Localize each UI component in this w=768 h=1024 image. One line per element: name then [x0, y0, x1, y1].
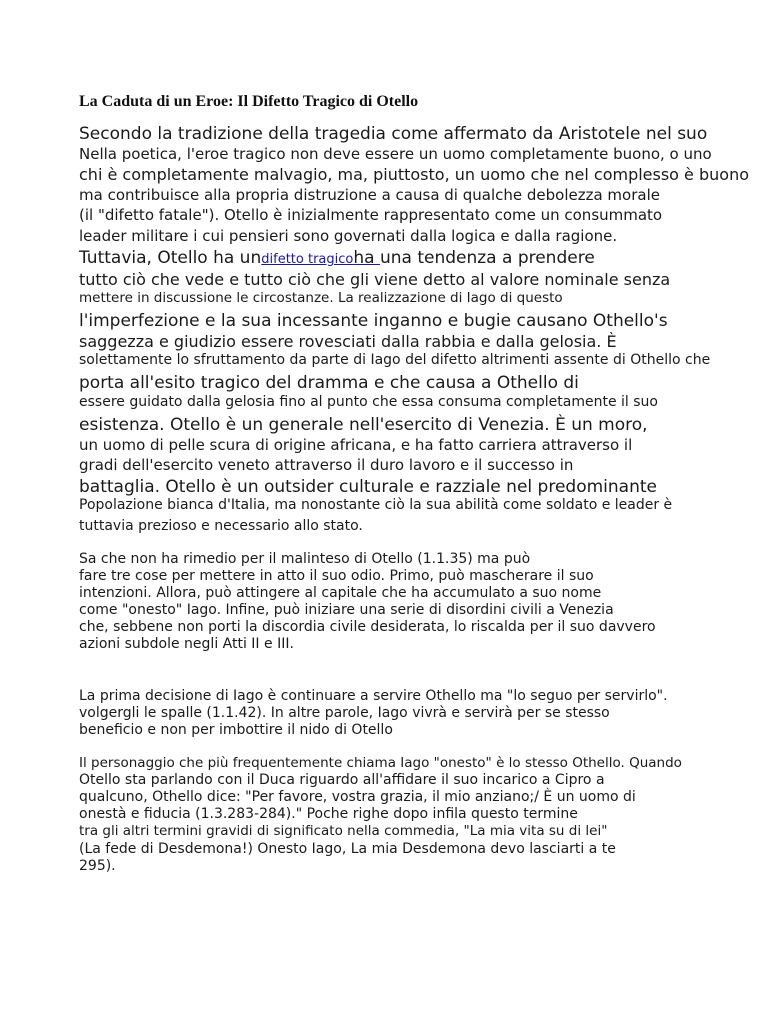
- text-line: esistenza. Otello è un generale nell'esercito di Venezia. È un moro,: [79, 415, 648, 435]
- text-line: Popolazione bianca d'Italia, ma nonostante ciò la sua abilità come soldato e leader è: [79, 497, 673, 513]
- document-title: La Caduta di un Eroe: Il Difetto Tragico di Otello: [79, 93, 419, 110]
- text-line: (La fede di Desdemona!) Onesto Iago, La mia Desdemona devo lasciarti a te: [79, 841, 616, 857]
- text-line: tuttavia prezioso e necessario allo stato.: [79, 518, 363, 534]
- text-line: fare tre cose per mettere in atto il suo odio. Primo, può mascherare il suo: [79, 568, 594, 584]
- text-segment: una tendenza a prendere: [379, 248, 595, 268]
- text-line: mettere in discussione le circostanze. La realizzazione di Iago di questo: [79, 290, 563, 306]
- text-line: 295).: [79, 858, 116, 874]
- text-line: ma contribuisce alla propria distruzione a causa di qualche debolezza morale: [79, 186, 660, 204]
- text-line: leader militare i cui pensieri sono governati dalla logica e dalla ragione.: [79, 227, 618, 245]
- text-line: gradi dell'esercito veneto attraverso il duro lavoro e il successo in: [79, 456, 574, 474]
- text-line: volgergli le spalle (1.1.42). In altre parole, Iago vivrà e servirà per se stesso: [79, 705, 610, 721]
- text-line: (il "difetto fatale"). Otello è inizialmente rappresentato come un consummato: [79, 206, 663, 224]
- text-line: La prima decisione di Iago è continuare a servire Othello ma "lo seguo per servirlo".: [79, 688, 668, 704]
- text-line: tutto ciò che vede e tutto ciò che gli viene detto al valore nominale senza: [79, 270, 671, 289]
- text-line: porta all'esito tragico del dramma e che causa a Othello di: [79, 373, 579, 393]
- text-line: come "onesto" Iago. Infine, può iniziare una serie di disordini civili a Venezia: [79, 602, 614, 618]
- text-line: beneficio e non per imbottire il nido di Otello: [79, 722, 393, 738]
- text-segment: ha: [353, 248, 380, 268]
- text-line: onestà e fiducia (1.3.283-284)." Poche righe dopo infila questo termine: [79, 806, 578, 822]
- text-line: chi è completamente malvagio, ma, piuttosto, un uomo che nel complesso è buono: [79, 165, 749, 184]
- text-line: battaglia. Otello è un outsider culturale e razziale nel predominante: [79, 477, 657, 497]
- text-line: Secondo la tradizione della tragedia come affermato da Aristotele nel suo: [79, 124, 708, 144]
- text-line: qualcuno, Othello dice: "Per favore, vostra grazia, il mio anziano;/ È un uomo di: [79, 789, 636, 805]
- text-segment: Tuttavia, Otello ha un: [79, 248, 262, 268]
- text-line: Otello sta parlando con il Duca riguardo all'affidare il suo incarico a Cipro a: [79, 772, 605, 788]
- text-line: solettamente lo sfruttamento da parte di Iago del difetto altrimenti assente di Othello che: [79, 352, 711, 368]
- text-line: Sa che non ha rimedio per il malinteso di Otello (1.1.35) ma può: [79, 551, 531, 567]
- text-line: che, sebbene non porti la discordia civile desiderata, lo riscalda per il suo davvero: [79, 619, 656, 635]
- text-line: Nella poetica, l'eroe tragico non deve essere un uomo completamente buono, o uno: [79, 145, 712, 163]
- text-line: tra gli altri termini gravidi di significato nella commedia, "La mia vita su di lei": [79, 823, 608, 839]
- text-line: [79, 249, 595, 268]
- text-line: saggezza e giudizio essere rovesciati dalla rabbia e dalla gelosia. È: [79, 332, 617, 351]
- text-line: intenzioni. Allora, può attingere al capitale che ha accumulato a suo nome: [79, 585, 602, 601]
- text-line: l'imperfezione e la sua incessante inganno e bugie causano Othello's: [79, 311, 668, 331]
- text-line: azioni subdole negli Atti II e III.: [79, 636, 294, 652]
- difetto-tragico-link[interactable]: difetto tragico: [261, 252, 354, 267]
- text-line: essere guidato dalla gelosia fino al punto che essa consuma completamente il suo: [79, 394, 658, 410]
- text-line: un uomo di pelle scura di origine africana, e ha fatto carriera attraverso il: [79, 436, 633, 454]
- text-line: Il personaggio che più frequentemente chiama Iago "onesto" è lo stesso Othello. Quando: [79, 755, 682, 771]
